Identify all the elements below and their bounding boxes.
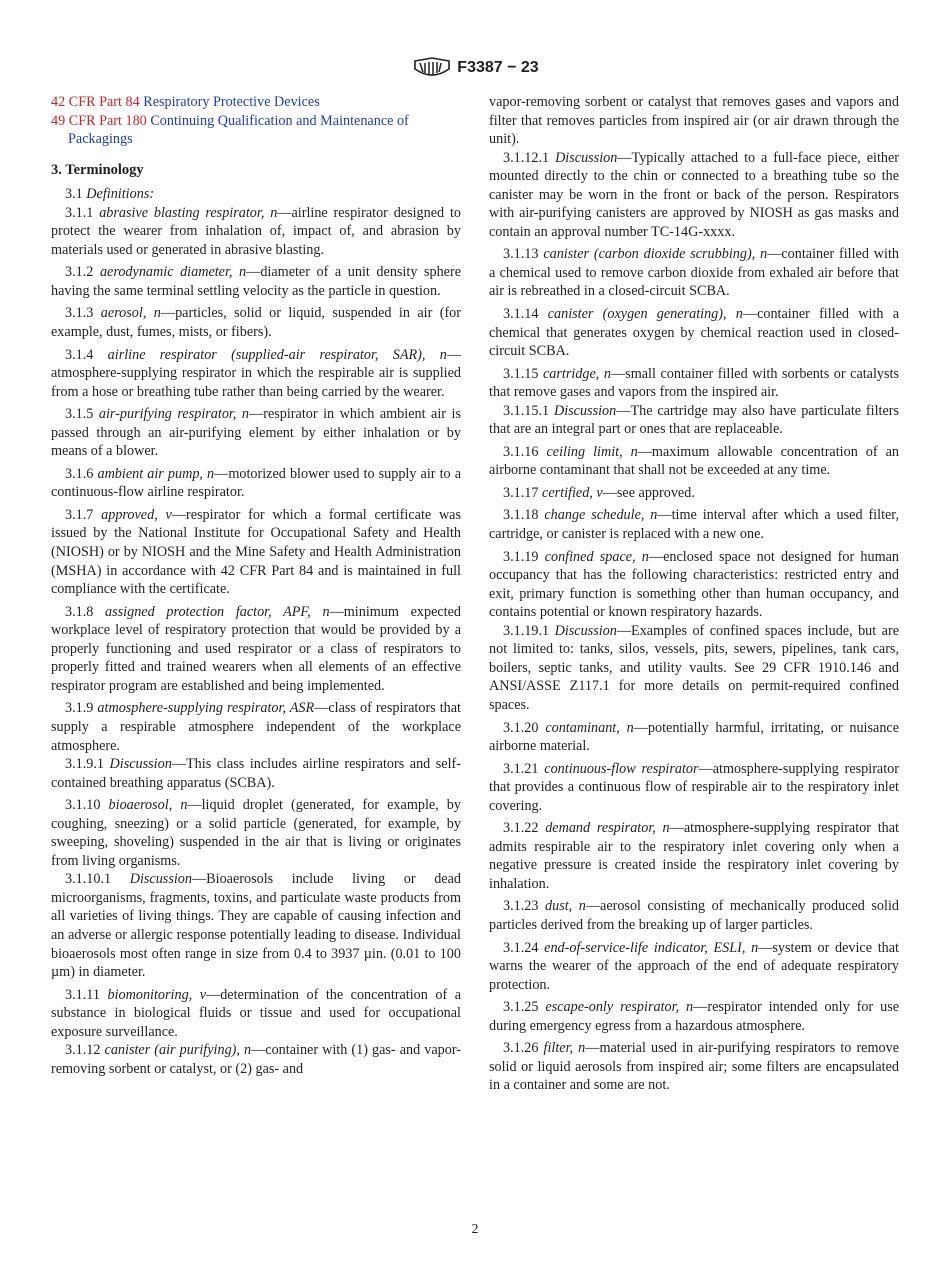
entry-number: 3.1.10.1 (65, 871, 112, 888)
entry-number: 3.1.8 (65, 603, 94, 620)
right-definitions (489, 149, 899, 1095)
entry-term: ambient air pump, n (97, 465, 215, 482)
entry-body: system or device that warns the wearer of the approach of the end of adequate respiratory protection. (489, 939, 899, 993)
entry-term: change schedule, n (544, 507, 658, 524)
entry-term: Discussion (129, 871, 192, 888)
section-heading (51, 161, 461, 180)
entry-body: atmosphere-supplying respirator in which the respirable air is supplied from a hose or breathing tube rather than being carried by the wearer. (51, 365, 461, 400)
entry-term: dust, n (545, 898, 586, 915)
entry-term: air-purifying respirator, n (98, 406, 250, 423)
entry-body: The cartridge may also have particulate filters that are an integral part or ones that are replaceable. (489, 402, 900, 438)
entry-number: 3.1.1 (65, 204, 94, 221)
definition-entry: 3.1.19 confined space, n—enclosed space not designed for human occupancy that has the following characteristics: restricted entry and exit, primary function is something other than human occupancy, and contains potential or known respiratory hazards. (489, 548, 899, 621)
definition-entry: 3.1.6 ambient air pump, n—motorized blower used to supply air to a continuous-flow airline respirator. (51, 465, 462, 501)
entry-number: 3.1.15 (503, 365, 539, 382)
reference-code: 49 CFR Part 180 (51, 112, 147, 129)
reference-item (51, 93, 461, 112)
entry-term: approved, v (101, 506, 172, 523)
entry-term: filter, n (543, 1040, 586, 1057)
entry-body: small container filled with sorbents or catalysts that remove gases and vapors from the inspired air. (489, 365, 899, 401)
definition-entry: 3.1.11 biomonitoring, v—determination of the concentration of a substance in biological fluids or tissue and used for occupational exposure surveillance. (51, 986, 461, 1040)
definition-entry: 3.1.25 escape-only respirator, n—respirator intended only for use during emergency egress from a hazardous atmosphere. (489, 999, 900, 1034)
definition-entry: 3.1.5 air-purifying respirator, n—respirator in which ambient air is passed through an air-purifying element by either inhalation or by means of a blower. (51, 406, 461, 460)
entry-body: material used in air-purifying respirators to remove solid or liquid aerosols from inspired air; some filters are encapsulated in a container and some are not. (489, 1040, 899, 1094)
entry-number: 3.1.3 (65, 305, 94, 322)
entry-number: 3.1.26 (503, 1040, 539, 1057)
entry-number: 3.1.15.1 (503, 402, 550, 419)
entry-number: 3.1.9 (65, 700, 94, 717)
entry-body: potentially harmful, irritating, or nuisance airborne material. (489, 719, 900, 755)
entry-term: canister (air purifying), n (104, 1042, 252, 1059)
definitions-heading (51, 185, 461, 204)
entry-body: liquid droplet (generated, for example, by coughing, sneezing) or a solid particle (generated, for example, by sweeping, shoveling) suspended in the air that is living or originates from living organisms. (51, 797, 461, 869)
entry-number: 3.1.20 (503, 719, 539, 736)
entry-number: 3.1.22 (503, 820, 539, 837)
left-column (51, 93, 461, 1078)
entry-number: 3.1.2 (65, 264, 94, 281)
entry-body: This class includes airline respirators and self-contained breathing apparatus (SCBA). (51, 756, 461, 791)
right-column (489, 93, 899, 1095)
entry-term: abrasive blasting respirator, n (99, 204, 278, 221)
definition-entry: 3.1.3 aerosol, n—particles, solid or liquid, suspended in air (for example, dust, fumes, mists, or fibers). (51, 305, 461, 341)
entry-body: class of respirators that supply a respirable atmosphere independent of the workplace atmosphere. (51, 700, 461, 754)
entry-term: end-of-service-life indicator, ESLI, n (544, 939, 759, 956)
definition-entry: 3.1.22 demand respirator, n—atmosphere-supplying respirator that admits respirable air to the respiratory inlet covering only when a negative pressure is created inside the respiratory inlet covering by inhalation. (489, 820, 899, 892)
definition-entry: 3.1.14 canister (oxygen generating), n—container filled with a chemical that generates oxygen by chemical reaction used in closed-circuit SCBA. (489, 306, 900, 360)
definitions-number: 3.1 (65, 186, 83, 203)
entry-number: 3.1.12.1 (503, 149, 550, 166)
entry-body: see approved. (616, 484, 695, 501)
definition-entry: 3.1.24 end-of-service-life indicator, ESLI, n—system or device that warns the wearer of the approach of the end of adequate respiratory protection. (489, 939, 899, 993)
entry-number: 3.1.18 (503, 507, 539, 524)
entry-body: maximum allowable concentration of an airborne contaminant that shall not be exceeded at any time. (489, 443, 900, 479)
entry-body: atmosphere-supplying respirator that admits respirable air to the respiratory inlet covering only when a negative pressure is created inside the respiratory inlet covering by inhalation. (489, 820, 899, 892)
definition-entry: 3.1.17 certified, v—see approved. (503, 484, 695, 501)
section-number: 3. (51, 161, 62, 178)
entry-number: 3.1.16 (503, 443, 539, 460)
definition-entry: 3.1.23 dust, n—aerosol consisting of mechanically produced solid particles derived from the breaking up of larger particles. (489, 898, 899, 933)
entry-term: atmosphere-supplying respirator, ASR (97, 700, 315, 717)
discussion-entry: 3.1.9.1 Discussion—This class includes airline respirators and self-contained breathing apparatus (SCBA). (51, 756, 461, 791)
entry-term: bioaerosol, n (108, 797, 188, 814)
entry-number: 3.1.14 (503, 306, 539, 323)
entry-body: diameter of a unit density sphere having the same terminal settling velocity as the particle in question. (51, 264, 462, 299)
left-definitions (51, 204, 461, 1042)
entry-term: Discussion (554, 622, 617, 639)
entry-number: 3.1.12 (65, 1042, 101, 1059)
entry-term: cartridge, n (543, 365, 611, 382)
definition-entry: 3.1.1 abrasive blasting respirator, n—airline respirator designed to protect the wearer from inhalation of, impact of, and abrasion by materials used or generated in abrasive blasting. (51, 204, 461, 258)
discussion-entry: 3.1.12.1 Discussion—Typically attached to a full-face piece, either mounted directly to the chin or connected to a breathing tube so the canister may be worn in the front or back of the person. Respirators with air-purifying canisters are approved by NIOSH as gas masks and contain an approval number TC-14G-xxxx. (489, 149, 900, 240)
entry-body: Bioaerosols include living or dead microorganisms, fragments, toxins, and particulate waste products from all varieties of living things. They are capable of causing infection and an adverse or allergic response potentially leading to disease. Individual bioaerosols most often range in size from 0.4 to 3937 µin. (0.01 to 100 µm) in diameter. (51, 871, 461, 981)
entry-number: 3.1.11 (65, 986, 100, 1003)
entry-body: aerosol consisting of mechanically produced solid particles derived from the breaking up of larger particles. (489, 898, 899, 933)
entry-term: aerosol, n (100, 305, 161, 322)
entry-term: Discussion (109, 756, 172, 773)
definition-entry: 3.1.21 continuous-flow respirator—atmosphere-supplying respirator that provides a continuous flow of respirable air to the respiratory inlet covering. (489, 760, 899, 814)
reference-title: Respiratory Protective Devices (143, 94, 320, 110)
entry-body: particles, solid or liquid, suspended in air (for example, dust, fumes, mists, or fibers). (51, 305, 461, 341)
reference-code: 42 CFR Part 84 (51, 94, 140, 110)
entry-body: determination of the concentration of a substance in biological fluids or tissue and used for occupational exposure surveillance. (51, 986, 461, 1040)
entry-term: airline respirator (supplied-air respirator, SAR), n (107, 346, 447, 363)
entry-body: time interval after which a used filter, cartridge, or canister is replaced with a new one. (489, 507, 900, 543)
entry-term: Discussion (555, 149, 618, 166)
entry-term: confined space, n (544, 548, 649, 565)
entry-number: 3.1.4 (65, 346, 94, 363)
entry-number: 3.1.5 (65, 406, 94, 423)
entry-number: 3.1.9.1 (65, 756, 105, 773)
definition-entry: 3.1.2 aerodynamic diameter, n—diameter of a unit density sphere having the same terminal settling velocity as the particle in question. (51, 264, 462, 299)
entry-term: continuous-flow respirator (544, 760, 699, 777)
entry-body: container filled with a chemical used to remove carbon dioxide from exhaled air before that air is rebreathed in a closed-circuit SCBA. (489, 246, 900, 300)
discussion-entry: 3.1.19.1 Discussion—Examples of confined spaces include, but are not limited to: tanks, silos, vessels, pits, sewers, pipelines, tank cars, boilers, septic tanks, and utility vaults. See 29 CFR 1910.146 and ANSI/ASSE Z117.1 for more details on permit-required confined spaces. (489, 622, 900, 713)
entry-body: minimum expected workplace level of respiratory protection that would be provided by a properly functioning and used respirator or a class of respirators to properly fitted and trained wearers when all elements of an effective respirator program are established and being implemented. (51, 603, 462, 694)
entry-term: canister (oxygen generating), n (547, 306, 743, 323)
definition-entry: 3.1.7 approved, v—respirator for which a formal certificate was issued by the National Institute for Occupational Safety and Health (NIOSH) or by NIOSH and the Mine Safety and Health Administration (MSHA) in accordance with 42 CFR Part 84 and is maintained in full compliance with the certificate. (51, 506, 462, 598)
definition-entry: 3.1.9 atmosphere-supplying respirator, ASR—class of respirators that supply a respirable atmosphere independent of the workplace atmosphere. (51, 700, 461, 754)
definition-entry: 3.1.4 airline respirator (supplied-air respirator, SAR), n—atmosphere-supplying respirator in which the respirable air is supplied from a hose or breathing tube rather than being carried by the wearer. (51, 346, 462, 400)
discussion-entry: 3.1.10.1 Discussion—Bioaerosols include living or dead microorganisms, fragments, toxins, and particulate waste products from all varieties of living things. They are capable of causing infection and an adverse or allergic response potentially leading to disease. Individual bioaerosols most often range in size from 0.4 to 3937 µin. (0.01 to 100 µm) in diameter. (51, 871, 461, 981)
entry-term: contaminant, n (545, 719, 634, 736)
entry-term: ceiling limit, n (546, 443, 638, 460)
definition-entry: 3.1.8 assigned protection factor, APF, n—minimum expected workplace level of respiratory protection that would be provided by a properly functioning and used respirator or a class of respirators to properly fitted and trained wearers when all elements of an effective respirator program are established and being implemented. (51, 603, 462, 694)
entry-number: 3.1.23 (503, 898, 539, 915)
entry-number: 3.1.10 (65, 797, 101, 814)
definition-entry: 3.1.10 bioaerosol, n—liquid droplet (generated, for example, by coughing, sneezing) or a solid particle (generated, for example, by sweeping, shoveling) suspended in the air that is living or originates from living organisms. (51, 797, 461, 869)
entry-body: respirator intended only for use during emergency egress from a hazardous atmosphere. (489, 999, 900, 1034)
entry-number: 3.1.25 (503, 999, 539, 1016)
page-header (0, 56, 950, 80)
discussion-entry: 3.1.15.1 Discussion—The cartridge may also have particulate filters that are an integral part or ones that are replaceable. (489, 402, 900, 438)
definition-entry: 3.1.13 canister (carbon dioxide scrubbing), n—container filled with a chemical used to remove carbon dioxide from exhaled air before that air is rebreathed in a closed-circuit SCBA. (489, 246, 900, 300)
entry-number: 3.1.17 (503, 484, 539, 501)
definition-entry: 3.1.18 change schedule, n—time interval after which a used filter, cartridge, or canister is replaced with a new one. (489, 507, 900, 543)
definition-entry: 3.1.20 contaminant, n—potentially harmful, irritating, or nuisance airborne material. (489, 719, 900, 755)
entry-term: Discussion (553, 402, 617, 419)
reference-list (51, 93, 461, 149)
definition-entry: 3.1.26 filter, n—material used in air-purifying respirators to remove solid or liquid aerosols from inspired air; some filters are encapsulated in a container and some are not. (489, 1040, 899, 1094)
entry-body: container filled with a chemical that generates oxygen by chemical reaction used in closed-circuit SCBA. (489, 306, 900, 360)
reference-title: Continuing Qualification and Maintenance of Packagings (68, 112, 409, 148)
definition-entry: 3.1.16 ceiling limit, n—maximum allowable concentration of an airborne contaminant that shall not be exceeded at any time. (489, 443, 900, 479)
entry-number: 3.1.19 (503, 548, 539, 565)
section-title: Terminology (65, 161, 144, 178)
entry-number: 3.1.7 (65, 506, 94, 523)
entry-term: aerodynamic diameter, n (99, 264, 247, 281)
page-number: 2 (471, 1222, 479, 1237)
entry-number: 3.1.24 (503, 939, 539, 956)
standard-designation: F3387 − 23 (457, 59, 539, 76)
entry-body: atmosphere-supplying respirator that provides a continuous flow of respirable air to the respiratory inlet covering. (489, 760, 899, 814)
entry-body: Typically attached to a full-face piece, either mounted directly to the chin or connected to a breathing tube so the canister may be worn in the front or back of the person. Respirators with air-purifying canisters are approved by NIOSH as gas masks and contain an approval number TC-14G-xxxx. (489, 149, 900, 240)
definition-entry: 3.1.12 canister (air purifying), n—container with (1) gas- and vapor-removing sorbent or catalyst, or (2) gas- and (51, 1042, 461, 1077)
entry-term: biomonitoring, v (107, 986, 207, 1003)
reference-item (51, 112, 461, 149)
entry-term: assigned protection factor, APF, n (105, 603, 330, 620)
entry-number: 3.1.13 (503, 246, 539, 263)
entry-body: respirator in which ambient air is passed through an air-purifying element by either inhalation or by means of a blower. (51, 406, 461, 460)
entry-term: demand respirator, n (545, 820, 670, 837)
entry-body: respirator for which a formal certificate was issued by the National Institute for Occupational Safety and Health (NIOSH) or by NIOSH and the Mine Safety and Health Administration (MSHA) in accordance with 42 CFR Part 84 and is maintained in full compliance with the certificate. (51, 506, 462, 598)
entry-body: Examples of confined spaces include, but are not limited to: tanks, silos, vessels, pits, sewers, pipelines, tank cars, boilers, septic tanks, and utility vaults. See 29 CFR 1910.146 and ANSI/ASSE Z117.1 for more details on permit-required confined spaces. (489, 622, 900, 713)
definition-continuation: vapor-removing sorbent or catalyst that removes gases and vapors and filter that removes particles from inspired air (or air drawn through the unit). (489, 94, 899, 148)
entry-body: airline respirator designed to protect the wearer from inhalation of, impact of, and abrasion by materials used or generated in abrasive blasting. (51, 204, 461, 258)
entry-number: 3.1.6 (65, 465, 94, 482)
entry-term: certified, v (542, 484, 603, 501)
entry-body: motorized blower used to supply air to a continuous-flow airline respirator. (51, 465, 462, 501)
entry-term: canister (carbon dioxide scrubbing), n (543, 246, 768, 263)
entry-term: escape-only respirator, n (545, 999, 694, 1016)
entry-body: container with (1) gas- and vapor-removing sorbent or catalyst, or (2) gas- and (51, 1042, 461, 1077)
definitions-label: Definitions: (86, 186, 155, 203)
astm-logo-icon (411, 57, 453, 79)
entry-number: 3.1.19.1 (503, 622, 550, 639)
entry-body: enclosed space not designed for human occupancy that has the following characteristics: restricted entry and exit, primary function is something other than human occupancy, and contains potential or known respiratory hazards. (489, 548, 899, 621)
definition-entry: 3.1.15 cartridge, n—small container filled with sorbents or catalysts that remove gases and vapors from the inspired air. (489, 365, 899, 401)
entry-number: 3.1.21 (503, 760, 539, 777)
